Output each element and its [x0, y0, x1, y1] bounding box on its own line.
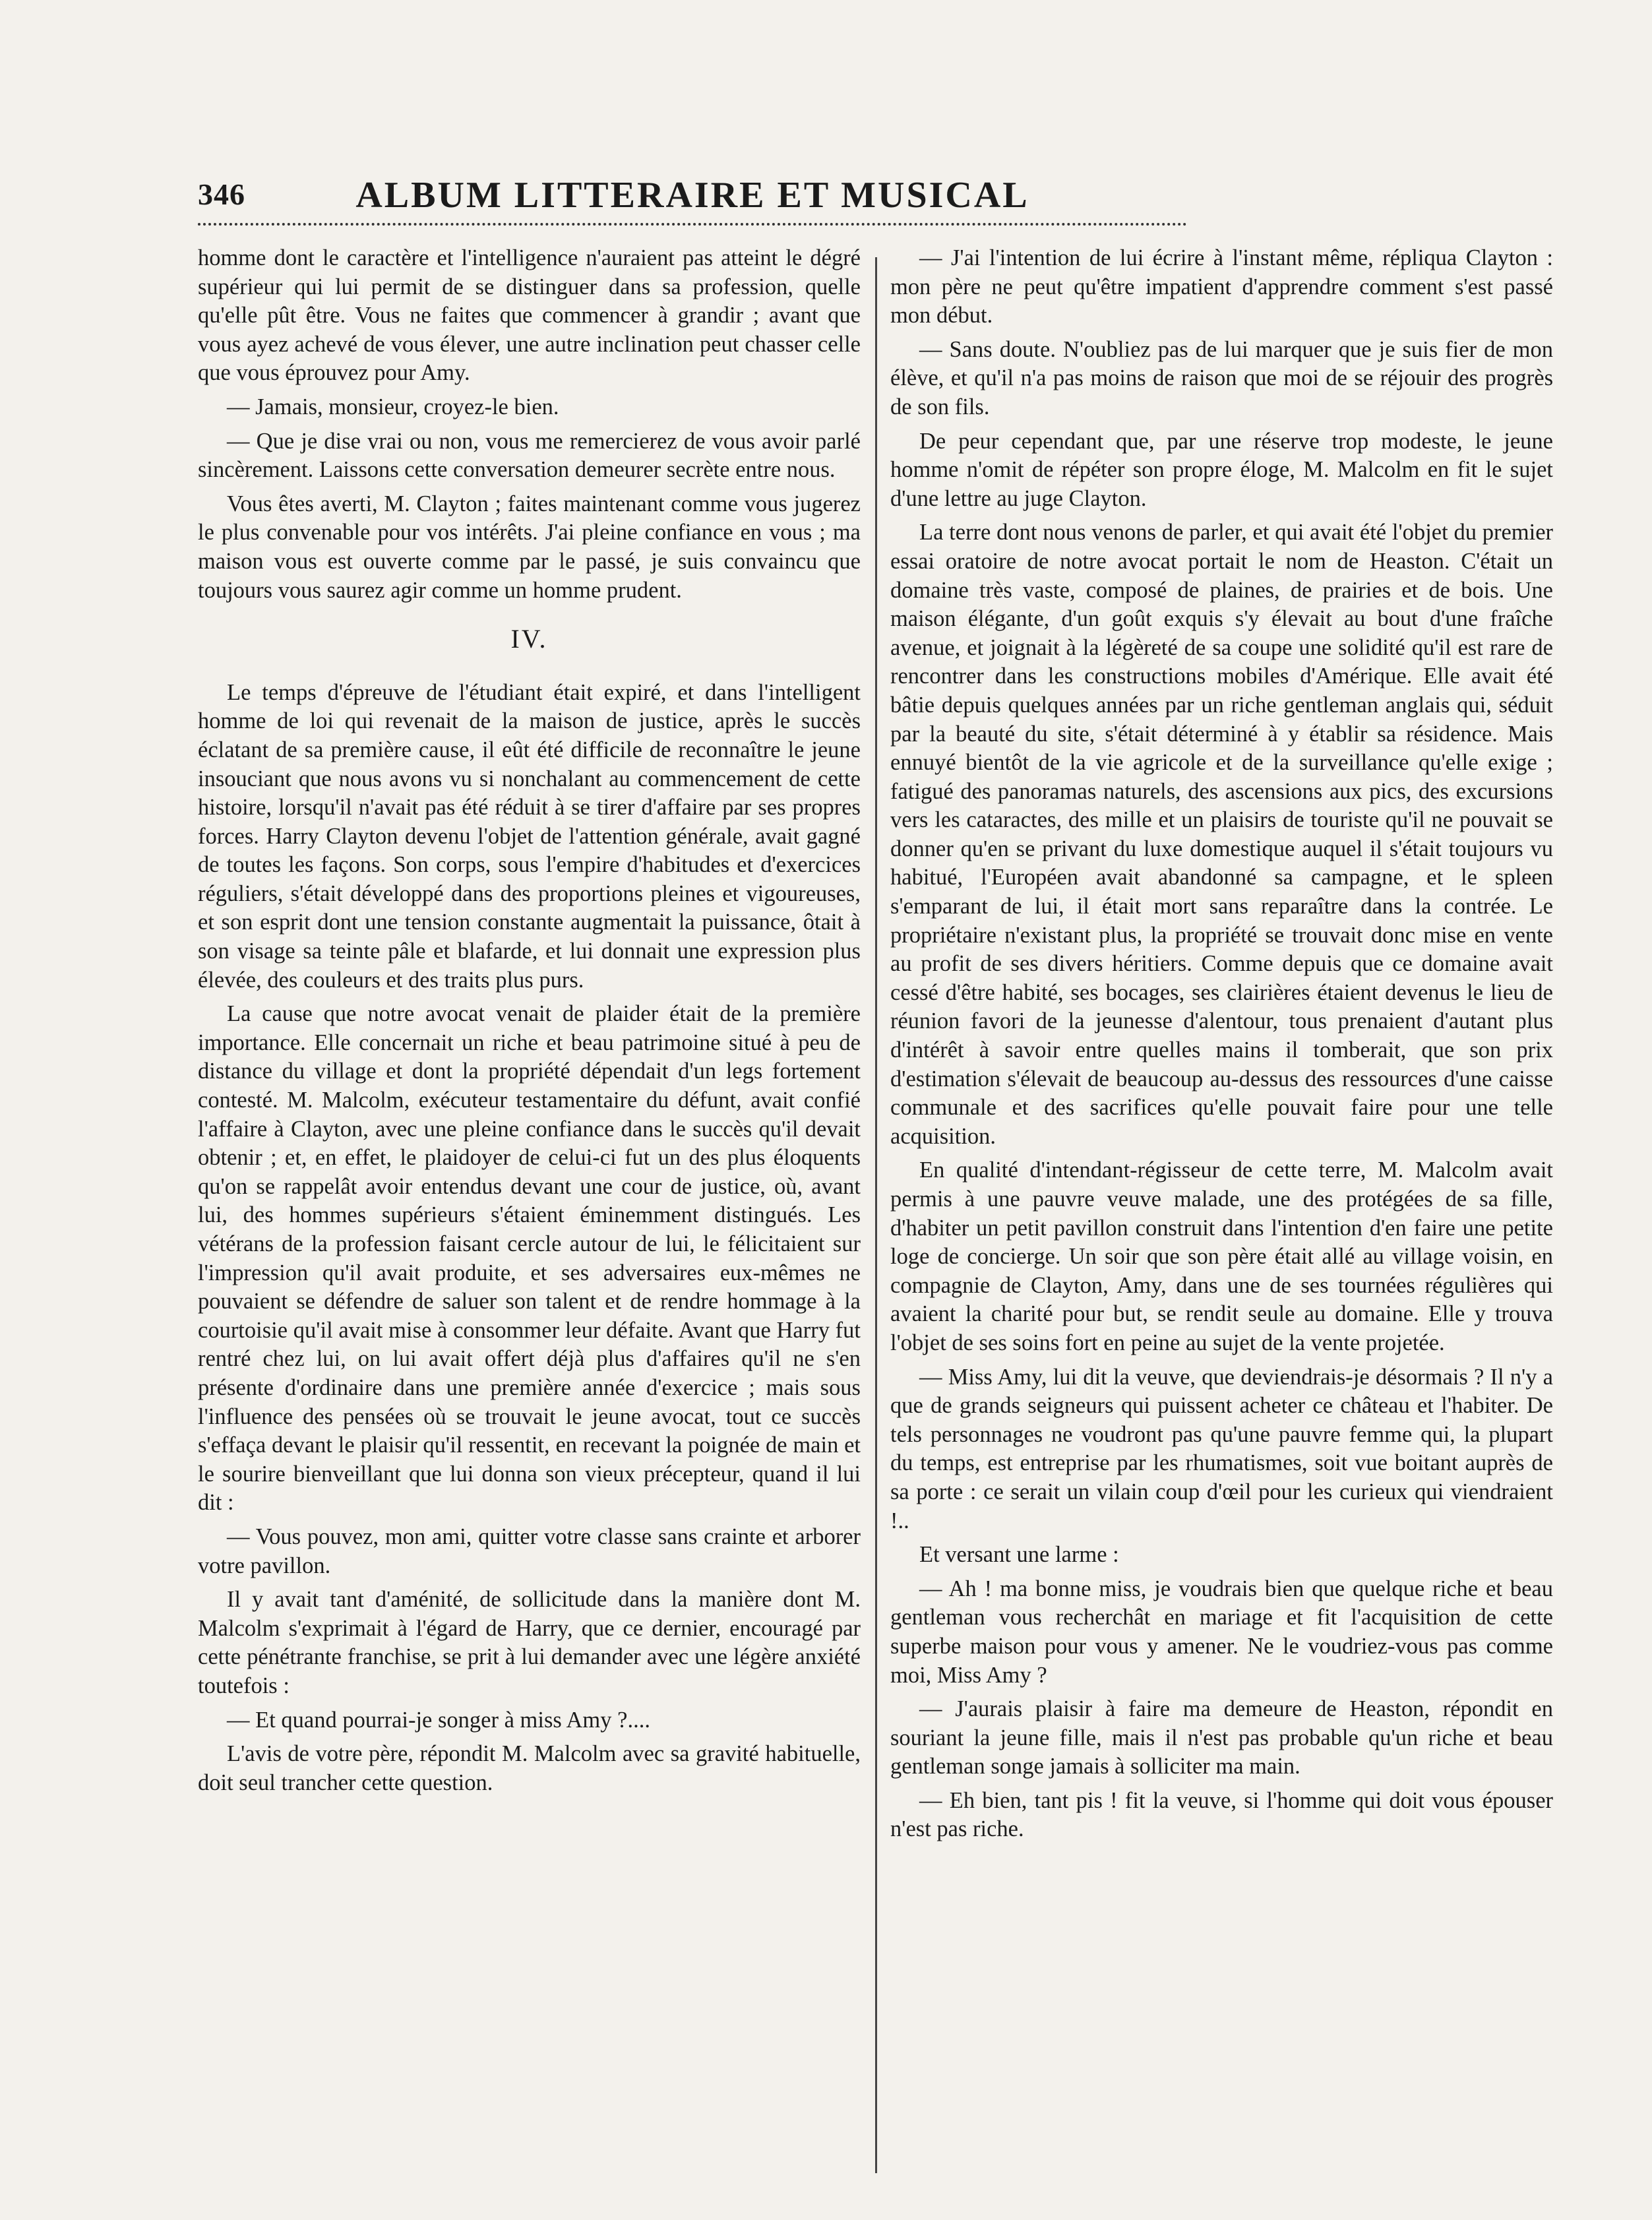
- paragraph: — Et quand pourrai-je songer à miss Amy ?....: [227, 1707, 650, 1733]
- header-rule: [198, 223, 1187, 226]
- paragraph: — J'ai l'intention de lui écrire à l'instant même, répliqua Clayton : mon père ne peut qu'être impatient d'apprendre comment s'est passé mon début.: [890, 245, 1553, 328]
- paragraph: Et versant une larme :: [919, 1542, 1119, 1568]
- right-column: [890, 244, 1553, 1849]
- page-number: 346: [198, 177, 245, 211]
- column-rule: [875, 257, 877, 2173]
- paragraph: La terre dont nous venons de parler, et qui avait été l'objet du premier essai oratoire de notre avocat portait le nom de Heaston. C'était un domaine très vaste, composé de plaines, de prairies et de bois. Une maison élégante, d'un goût exquis s'y élevait au bout d'une fraîche avenue, et joignait à la légèreté de sa coupe une solidité qu'il est rare de rencontrer dans les constructions mobiles d'Amérique. Elle avait été bâtie depuis quelques années par un riche gentleman anglais qui, séduit par la beauté du site, s'était déterminé à y établir sa résidence. Mais ennuyé bientôt de la vie agricole et de la surveillance qu'elle exige ; fatigué des panoramas naturels, des ascensions aux pics, des excursions vers les cataractes, des mille et un plaisirs de touriste qu'il ne pouvait se donner qu'en se privant du luxe domestique auquel il s'était toujours vu habitué, l'Européen avait abandonné sa campagne, et le spleen s'emparant de lui, il était mort sans reparaître dans la contrée. Le propriétaire n'existant plus, la propriété se trouvait donc mise en vente au profit de ses divers héritiers. Comme depuis que ce domaine avait cessé d'être habité, ses bocages, ses clairières étaient devenus le lieu de réunion favori de la jeunesse d'alentour, tous prenaient d'autant plus d'intérêt à savoir entre quelles mains il tomberait, que son prix d'estimation s'élevait de beaucoup au-dessus des ressources d'une caisse communale et des sacrifices qu'elle pouvait faire pour une telle acquisition.: [890, 520, 1553, 1149]
- paragraph: — J'aurais plaisir à faire ma demeure de Heaston, répondit en souriant la jeune fille, mais il n'est pas probable qu'un riche et beau gentleman songe jamais à solliciter ma main.: [890, 1696, 1553, 1779]
- running-title: ALBUM LITTERAIRE ET MUSICAL: [355, 175, 1029, 216]
- paragraph: — Vous pouvez, mon ami, quitter votre classe sans crainte et arborer votre pavillon.: [198, 1524, 861, 1578]
- paragraph: Le temps d'épreuve de l'étudiant était expiré, et dans l'intelligent homme de loi qui revenait de la maison de justice, après le succès éclatant de sa première cause, il eût été difficile de reconnaître le jeune insouciant que nous avons vu si nonchalant au commencement de cette histoire, lorsqu'il n'avait pas été réduit à se tirer d'affaire par ses propres forces. Harry Clayton devenu l'objet de l'attention générale, avait gagné de toutes les façons. Son corps, sous l'empire d'habitudes et d'exercices réguliers, s'était développé dans des proportions pleines et vigoureuses, et son esprit dont une tension constante augmentait la puissance, ôtait à son visage sa teinte pâle et blafarde, et lui donnait une expression plus élevée, des couleurs et des traits plus purs.: [198, 679, 861, 993]
- page-header: [198, 158, 1187, 218]
- paragraph: — Ah ! ma bonne miss, je voudrais bien que quelque riche et beau gentleman vous recherchât en mariage et fit l'acquisition de cette superbe maison pour vous y amener. Ne le voudriez-vous pas comme moi, Miss Amy ?: [890, 1576, 1553, 1688]
- paragraph: Il y avait tant d'aménité, de sollicitude dans la manière dont M. Malcolm s'exprimait à l'égard de Harry, que ce dernier, encouragé par cette pénétrante franchise, se prit à lui demander avec une légère anxiété toutefois :: [198, 1587, 861, 1698]
- paragraph: De peur cependant que, par une réserve trop modeste, le jeune homme n'omit de répéter son propre éloge, M. Malcolm en fit le sujet d'une lettre au juge Clayton.: [890, 428, 1553, 511]
- left-column: [198, 244, 861, 1803]
- paragraph: En qualité d'intendant-régisseur de cette terre, M. Malcolm avait permis à une pauvre veuve malade, une des protégées de sa fille, d'habiter un petit pavillon construit dans l'intention d'en faire une petite loge de concierge. Un soir que son père était allé au village voisin, en compagnie de Clayton, Amy, dans une de ses tournées régulières qui avaient la charité pour but, se rendit seule au domaine. Elle y trouva l'objet de ses soins fort en peine au sujet de la vente projetée.: [890, 1157, 1553, 1355]
- paragraph: homme dont le caractère et l'intelligence n'auraient pas atteint le dégré supérieur qui lui permit de se distinguer dans sa profession, quelle qu'elle pût être. Vous ne faites que commencer à grandir ; avant que vous ayez achevé de vous élever, une autre inclination peut chasser celle que vous éprouvez pour Amy.: [198, 245, 861, 386]
- paragraph: Vous êtes averti, M. Clayton ; faites maintenant comme vous jugerez le plus convenable pour vos intérêts. J'ai pleine confiance en vous ; ma maison vous est ouverte comme par le passé, je suis convaincu que toujours vous saurez agir comme un homme prudent.: [198, 491, 861, 603]
- paragraph: L'avis de votre père, répondit M. Malcolm avec sa gravité habituelle, doit seul trancher cette question.: [198, 1741, 861, 1795]
- section-heading: IV.: [510, 624, 548, 654]
- paragraph: — Sans doute. N'oubliez pas de lui marquer que je suis fier de mon élève, et qu'il n'a pas moins de raison que moi de se réjouir des progrès de son fils.: [890, 336, 1553, 419]
- paragraph: — Eh bien, tant pis ! fit la veuve, si l'homme qui doit vous épouser n'est pas riche.: [890, 1787, 1553, 1842]
- paragraph: — Miss Amy, lui dit la veuve, que deviendrais-je désormais ? Il n'y a que de grands seigneurs qui puissent acheter ce château et l'habiter. De tels personnages ne voudront pas qu'une pauvre femme qui, la plupart du temps, est entreprise par les rhumatismes, soit vue boitant auprès de sa porte : ce serait un vilain coup d'œil pour les curieux qui viendraient !..: [890, 1364, 1553, 1533]
- paragraph: — Jamais, monsieur, croyez-le bien.: [227, 394, 559, 419]
- paragraph: La cause que notre avocat venait de plaider était de la première importance. Elle concernait un riche et beau patrimoine situé à peu de distance du village et dont la propriété dépendait d'un legs fortement contesté. M. Malcolm, exécuteur testamentaire du défunt, avait confié l'affaire à Clayton, avec une pleine confiance dans le succès qu'il devait obtenir ; et, en effet, le plaidoyer de celui-ci fut un des plus éloquents qu'on se rappelât avoir entendus devant une cour de justice, où, avant lui, des hommes supérieurs s'étaient éminemment distingués. Les vétérans de la profession faisant cercle autour de lui, le félicitaient sur l'impression qu'il avait produite, et ses adversaires eux-mêmes ne pouvaient se défendre de saluer son talent et de rendre hommage à la courtoisie qu'il avait mise à consommer leur défaite. Avant que Harry fut rentré chez lui, on lui avait offert déjà plus d'affaires qu'il ne s'en présente d'ordinaire dans une première année d'exercice ; mais sous l'influence des pensées où se trouvait le jeune avocat, tout ce succès s'effaça devant le plaisir qu'il ressentit, en recevant la poignée de main et le sourire bienveillant que lui donna son vieux précepteur, quand il lui dit :: [198, 1001, 861, 1516]
- paragraph: — Que je dise vrai ou non, vous me remercierez de vous avoir parlé sincèrement. Laissons cette conversation demeurer secrète entre nous.: [198, 428, 861, 483]
